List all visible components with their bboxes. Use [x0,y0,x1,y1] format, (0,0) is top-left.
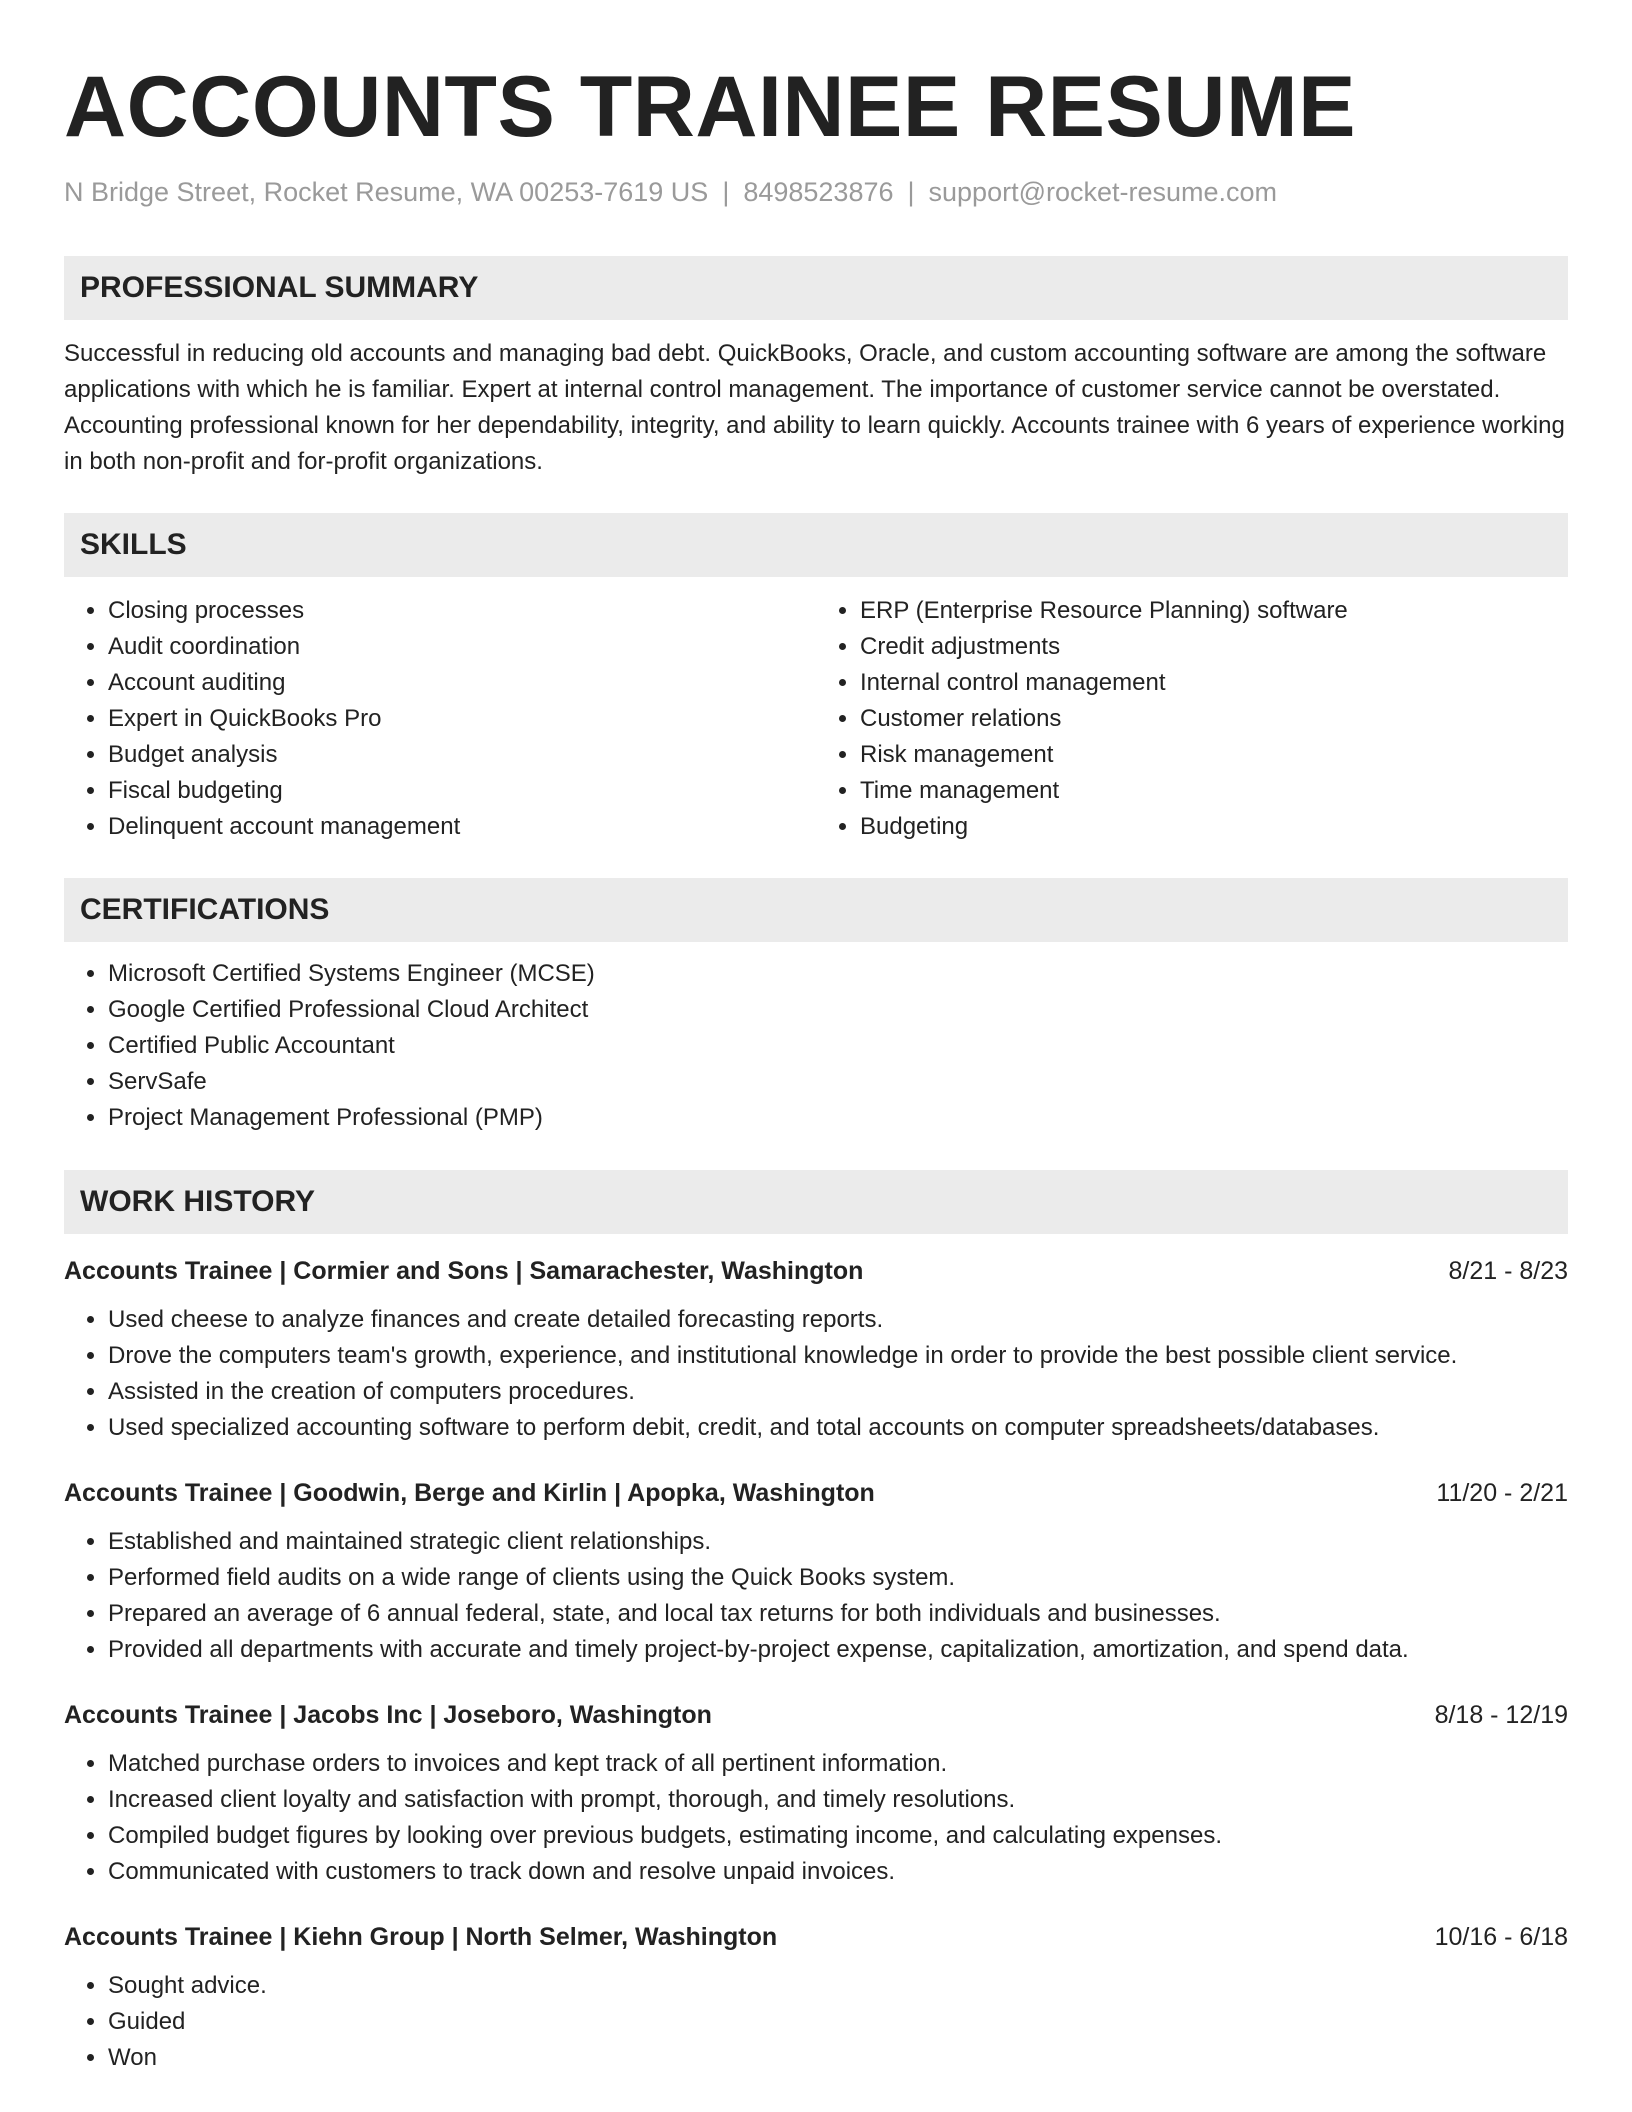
job-bullet: • Won [108,2040,1568,2076]
section-header-certifications: CERTIFICATIONS [64,878,1568,942]
job-bullets [64,1746,1568,1890]
certification-item: • ServSafe [108,1064,1568,1100]
skill-item: • Budget analysis [108,737,816,773]
certification-item: • Certified Public Accountant [108,1028,1568,1064]
skill-item: • Expert in QuickBooks Pro [108,701,816,737]
job-entry [64,1698,1568,1890]
job-bullet: • Provided all departments with accurate and timely project-by-project expense, capitalization, amortization, and spend data. [108,1632,1568,1668]
skill-item: • Delinquent account management [108,809,816,845]
skill-item: • Account auditing [108,665,816,701]
job-bullet: • Guided [108,2004,1568,2040]
job-bullets [64,1968,1568,2076]
skills-list [64,593,1568,845]
job-header [64,1698,1568,1732]
job-entry [64,1920,1568,2076]
job-bullet: • Established and maintained strategic client relationships. [108,1524,1568,1560]
skill-item: • Budgeting [860,809,1568,845]
certification-item: • Google Certified Professional Cloud Architect [108,992,1568,1028]
job-entry [64,1254,1568,1446]
skill-item: • Customer relations [860,701,1568,737]
contact-email: support@rocket-resume.com [928,177,1278,207]
skill-item: • ERP (Enterprise Resource Planning) software [860,593,1568,629]
certification-item: • Project Management Professional (PMP) [108,1100,1568,1136]
contact-address: N Bridge Street, Rocket Resume, WA 00253-7619 US [64,177,709,207]
job-bullet: • Compiled budget figures by looking over previous budgets, estimating income, and calculating expenses. [108,1818,1568,1854]
skill-item: • Closing processes [108,593,816,629]
certifications-list [64,956,1568,1136]
resume-title: ACCOUNTS TRAINEE RESUME [64,59,1357,155]
job-dates: 8/18 - 12/19 [1434,1701,1568,1730]
skills-column-right [816,593,1568,845]
job-bullet: • Performed field audits on a wide range of clients using the Quick Books system. [108,1560,1568,1596]
job-dates: 8/21 - 8/23 [1448,1257,1568,1286]
job-entry [64,1476,1568,1668]
job-bullet: • Communicated with customers to track down and resolve unpaid invoices. [108,1854,1568,1890]
job-header [64,1476,1568,1510]
section-header-work-history: WORK HISTORY [64,1170,1568,1234]
contact-separator: | [907,177,915,207]
skill-item: • Risk management [860,737,1568,773]
job-bullet: • Matched purchase orders to invoices and kept track of all pertinent information. [108,1746,1568,1782]
skill-item: • Time management [860,773,1568,809]
job-bullets [64,1302,1568,1446]
job-bullet: • Drove the computers team's growth, experience, and institutional knowledge in order to provide the best possible client service. [108,1338,1568,1374]
section-header-summary: PROFESSIONAL SUMMARY [64,256,1568,320]
contact-line [64,176,1568,208]
skills-column-left [64,593,816,845]
job-title: Accounts Trainee | Kiehn Group | North Selmer, Washington [64,1923,778,1952]
job-bullet: • Prepared an average of 6 annual federal, state, and local tax returns for both individuals and businesses. [108,1596,1568,1632]
summary-text: Successful in reducing old accounts and managing bad debt. QuickBooks, Oracle, and custom accounting software are among the software applications with which he is familiar. Expert at internal control management. The importance of customer service cannot be overstated. Accounting professional known for her dependability, integrity, and ability to learn quickly. Accounts trainee with 6 years of experience working in both non-profit and for-profit organizations. [64,340,1565,476]
job-title: Accounts Trainee | Goodwin, Berge and Kirlin | Apopka, Washington [64,1479,875,1508]
job-bullet: • Used specialized accounting software to perform debit, credit, and total accounts on computer spreadsheets/databases. [108,1410,1568,1446]
job-header [64,1254,1568,1288]
skill-item: • Internal control management [860,665,1568,701]
section-header-skills: SKILLS [64,513,1568,577]
skill-item: • Audit coordination [108,629,816,665]
job-bullet: • Used cheese to analyze finances and create detailed forecasting reports. [108,1302,1568,1338]
job-dates: 10/16 - 6/18 [1434,1923,1568,1952]
job-title: Accounts Trainee | Cormier and Sons | Samarachester, Washington [64,1257,864,1286]
job-header [64,1920,1568,1954]
certification-item: • Microsoft Certified Systems Engineer (MCSE) [108,956,1568,992]
skill-item: • Credit adjustments [860,629,1568,665]
skill-item: • Fiscal budgeting [108,773,816,809]
contact-phone: 8498523876 [743,177,894,207]
job-dates: 11/20 - 2/21 [1436,1479,1568,1508]
job-bullet: • Increased client loyalty and satisfaction with prompt, thorough, and timely resolutions. [108,1782,1568,1818]
job-title: Accounts Trainee | Jacobs Inc | Joseboro, Washington [64,1701,712,1730]
contact-separator: | [722,177,730,207]
job-bullet: • Assisted in the creation of computers procedures. [108,1374,1568,1410]
job-bullets [64,1524,1568,1668]
job-bullet: • Sought advice. [108,1968,1568,2004]
